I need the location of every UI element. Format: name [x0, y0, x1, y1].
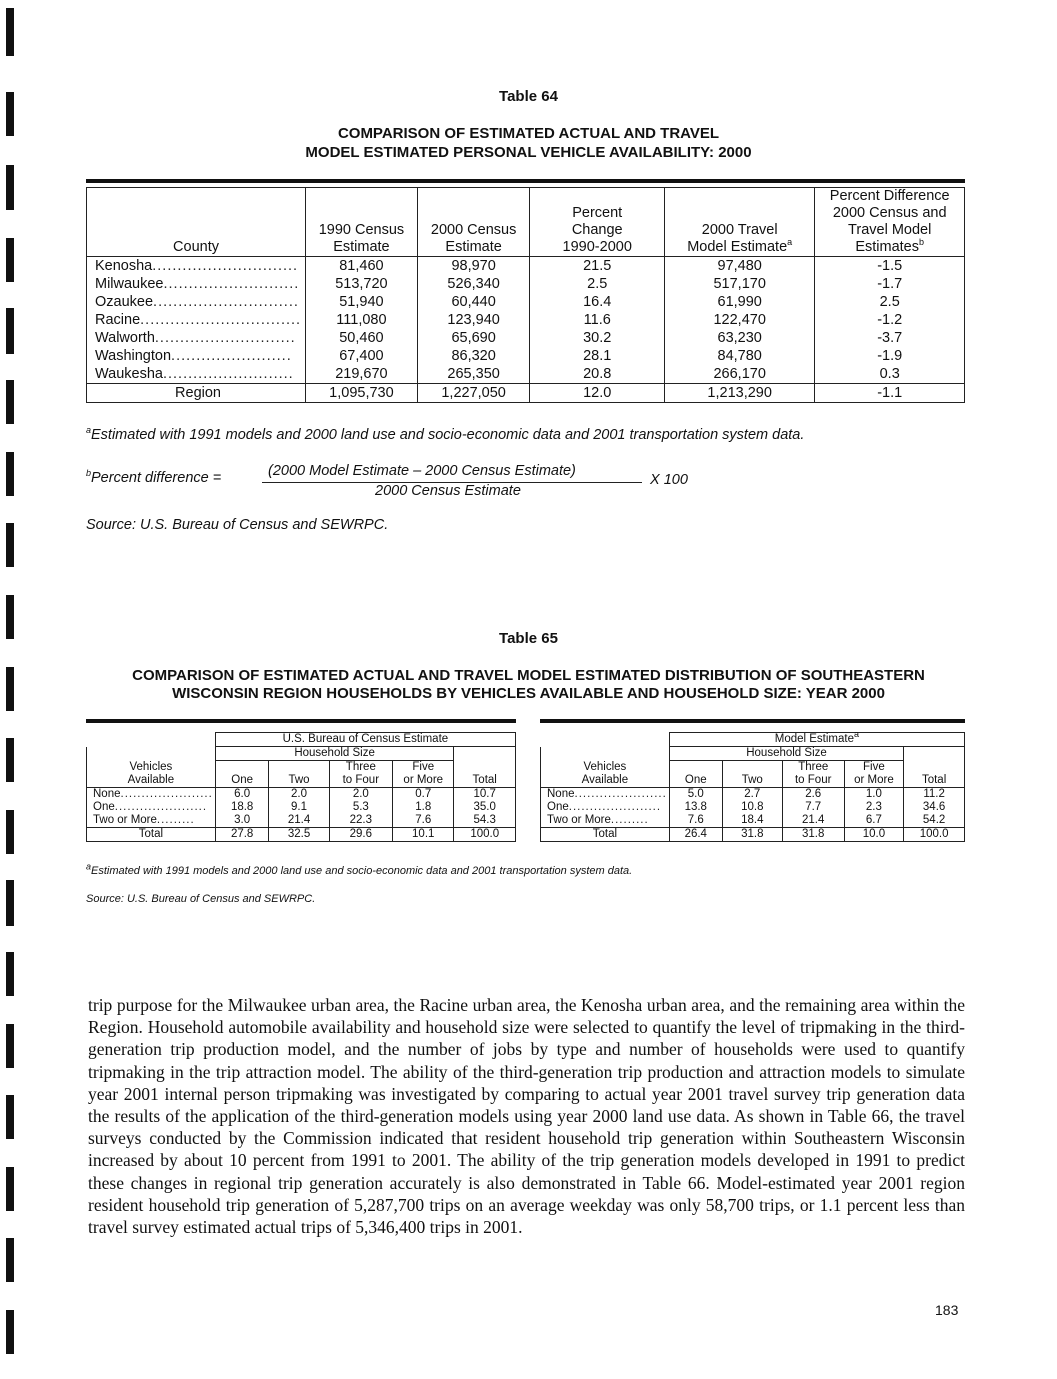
table64-top-rule	[86, 179, 965, 183]
binding-mark	[6, 880, 14, 926]
row-label: One......................	[541, 801, 670, 814]
page-number: 183	[935, 1302, 959, 1318]
cell-diff: -1.9	[815, 347, 965, 365]
cell-2000: 98,970	[417, 257, 530, 276]
table64-footnote-a: $^a$Estimated with 1991 models and 2000 land use and socio-economic data and 2001 transportation system data.	[86, 425, 805, 443]
binding-mark	[6, 1095, 14, 1139]
cell-two: 10.8	[722, 801, 782, 814]
table-row	[87, 365, 965, 384]
table-row	[541, 801, 965, 814]
cell-three: 29.6	[329, 828, 392, 842]
county-cell: Waukesha..........................	[87, 365, 306, 384]
binding-mark	[6, 738, 14, 782]
cell-pct: 20.8	[530, 365, 665, 384]
cell-two: 32.5	[269, 828, 329, 842]
cell-total: 54.2	[904, 814, 965, 828]
blank-cell	[904, 747, 965, 761]
table-row	[87, 293, 965, 311]
header-three: Three to Four	[329, 761, 392, 788]
binding-mark	[6, 238, 14, 282]
cell-pct: 16.4	[530, 293, 665, 311]
column-header-row	[87, 761, 516, 788]
cell-five: 2.3	[844, 801, 904, 814]
table-row	[87, 329, 965, 347]
cell-2000: 526,340	[417, 275, 530, 293]
cell-model: 97,480	[664, 257, 814, 276]
cell-three: 2.0	[329, 788, 392, 802]
header-model-estimate: 2000 Travel Model Estimate$^a$	[664, 188, 814, 257]
cell-pct: 2.5	[530, 275, 665, 293]
row-label: Total	[541, 828, 670, 842]
cell-five: 10.1	[393, 828, 454, 842]
table65-source: Source: U.S. Bureau of Census and SEWRPC.	[86, 893, 316, 905]
table64-title	[0, 124, 1057, 162]
table-row	[87, 801, 516, 814]
formula-denominator: 2000 Census Estimate	[375, 483, 521, 499]
cell-1990: 219,670	[306, 365, 418, 384]
cell-1990: 513,720	[306, 275, 418, 293]
header-percent-difference: Percent Difference 2000 Census and Travel Model Estimates$^b$	[815, 188, 965, 257]
header-three: Three to Four	[782, 761, 844, 788]
household-size-row	[541, 747, 965, 761]
cell-two: 9.1	[269, 801, 329, 814]
cell-one: 6.0	[215, 788, 269, 802]
cell-five: 6.7	[844, 814, 904, 828]
cell-one: 26.4	[669, 828, 722, 842]
cell-1990: 1,095,730	[306, 384, 418, 403]
cell-five: 1.0	[844, 788, 904, 802]
header-two: Two	[269, 761, 329, 788]
blank-cell	[87, 733, 216, 747]
binding-mark	[6, 1238, 14, 1282]
header-two: Two	[722, 761, 782, 788]
county-cell: Milwaukee...........................	[87, 275, 306, 293]
cell-one: 7.6	[669, 814, 722, 828]
cell-pct: 28.1	[530, 347, 665, 365]
cell-pct: 12.0	[530, 384, 665, 403]
county-cell: Washington........................	[87, 347, 306, 365]
table-row	[87, 788, 516, 802]
county-cell: Region	[87, 384, 306, 403]
table64-source: Source: U.S. Bureau of Census and SEWRPC.	[86, 517, 389, 533]
cell-model: 1,213,290	[664, 384, 814, 403]
cell-five: 1.8	[393, 801, 454, 814]
header-percent-change: Percent Change 1990-2000	[530, 188, 665, 257]
header-vehicles: Vehicles Available	[541, 761, 670, 788]
cell-two: 21.4	[269, 814, 329, 828]
table-row	[87, 814, 516, 828]
blank-cell	[541, 747, 670, 761]
cell-diff: -1.1	[815, 384, 965, 403]
binding-mark	[6, 1310, 14, 1354]
cell-1990: 67,400	[306, 347, 418, 365]
table64	[86, 187, 965, 403]
cell-one: 13.8	[669, 801, 722, 814]
cell-three: 7.7	[782, 801, 844, 814]
cell-1990: 81,460	[306, 257, 418, 276]
row-label: Total	[87, 828, 216, 842]
binding-mark	[6, 308, 14, 354]
cell-2000: 265,350	[417, 365, 530, 384]
cell-five: 10.0	[844, 828, 904, 842]
table65-model	[540, 729, 965, 842]
cell-pct: 30.2	[530, 329, 665, 347]
row-label: Two or More.........	[541, 814, 670, 828]
cell-two: 18.4	[722, 814, 782, 828]
formula-numerator: (2000 Model Estimate – 2000 Census Estimate)	[268, 463, 576, 479]
cell-three: 5.3	[329, 801, 392, 814]
cell-two: 2.0	[269, 788, 329, 802]
cell-pct: 11.6	[530, 311, 665, 329]
table64-title-line1: COMPARISON OF ESTIMATED ACTUAL AND TRAVEL	[337, 125, 720, 142]
table65-footnote: $^a$Estimated with 1991 models and 2000 land use and socio-economic data and 2001 transportation system data.	[86, 861, 633, 877]
cell-model: 63,230	[664, 329, 814, 347]
header-one: One	[669, 761, 722, 788]
binding-mark	[6, 1167, 14, 1211]
household-size-header: Household Size	[215, 747, 454, 761]
header-one: One	[215, 761, 269, 788]
header-total: Total	[904, 761, 965, 788]
table-row	[87, 257, 965, 276]
header-1990-census: 1990 Census Estimate	[306, 188, 418, 257]
binding-mark	[6, 165, 14, 210]
cell-one: 5.0	[669, 788, 722, 802]
blank-cell	[454, 747, 516, 761]
table65-census-top-rule	[86, 719, 516, 723]
table64-header-row	[87, 188, 965, 257]
cell-total: 11.2	[904, 788, 965, 802]
cell-model: 517,170	[664, 275, 814, 293]
cell-2000: 65,690	[417, 329, 530, 347]
header-vehicles: Vehicles Available	[87, 761, 216, 788]
row-label: Two or More.........	[87, 814, 216, 828]
cell-three: 31.8	[782, 828, 844, 842]
cell-diff: 0.3	[815, 365, 965, 384]
county-cell: Walworth............................	[87, 329, 306, 347]
table65-census	[86, 732, 516, 842]
cell-diff: -1.5	[815, 257, 965, 276]
cell-total: 34.6	[904, 801, 965, 814]
table-row-total	[541, 828, 965, 842]
table65-title	[0, 667, 1057, 703]
cell-1990: 50,460	[306, 329, 418, 347]
cell-model: 122,470	[664, 311, 814, 329]
county-cell: Racine................................	[87, 311, 306, 329]
cell-diff: 2.5	[815, 293, 965, 311]
cell-2000: 86,320	[417, 347, 530, 365]
row-label: None......................	[541, 788, 670, 802]
cell-model: 84,780	[664, 347, 814, 365]
cell-total: 10.7	[454, 788, 516, 802]
table65-model-top-rule	[540, 719, 965, 723]
cell-model: 61,990	[664, 293, 814, 311]
column-header-row	[541, 761, 965, 788]
cell-two: 31.8	[722, 828, 782, 842]
cell-total: 35.0	[454, 801, 516, 814]
binding-mark	[6, 810, 14, 854]
blank-cell	[541, 733, 670, 747]
table-row-region	[87, 384, 965, 403]
cell-2000: 123,940	[417, 311, 530, 329]
binding-mark	[6, 380, 14, 424]
cell-one: 18.8	[215, 801, 269, 814]
cell-1990: 51,940	[306, 293, 418, 311]
binding-mark	[6, 8, 14, 56]
cell-three: 2.6	[782, 788, 844, 802]
table-row	[541, 814, 965, 828]
cell-diff: -1.2	[815, 311, 965, 329]
formula-multiplier: X 100	[650, 472, 688, 488]
cell-2000: 60,440	[417, 293, 530, 311]
row-label: None......................	[87, 788, 216, 802]
cell-total: 54.3	[454, 814, 516, 828]
cell-diff: -1.7	[815, 275, 965, 293]
table64-label: Table 64	[499, 88, 558, 105]
cell-three: 22.3	[329, 814, 392, 828]
household-size-header: Household Size	[669, 747, 903, 761]
table-row	[541, 788, 965, 802]
census-group-title: U.S. Bureau of Census Estimate	[215, 733, 515, 747]
county-cell: Kenosha.............................	[87, 257, 306, 276]
cell-model: 266,170	[664, 365, 814, 384]
cell-total: 100.0	[454, 828, 516, 842]
table65-title-line1: COMPARISON OF ESTIMATED ACTUAL AND TRAVEL MODEL ESTIMATED DISTRIBUTION OF SOUTHEASTERN	[132, 667, 925, 684]
table-row-total	[87, 828, 516, 842]
cell-one: 27.8	[215, 828, 269, 842]
cell-2000: 1,227,050	[417, 384, 530, 403]
table64-footnote-b: $^b$Percent difference =	[86, 468, 222, 486]
binding-mark	[6, 452, 14, 496]
blank-cell	[87, 747, 216, 761]
header-county: County	[87, 188, 306, 257]
row-label: One......................	[87, 801, 216, 814]
header-total: Total	[454, 761, 516, 788]
model-group-title: Model Estimate$^a$	[669, 733, 964, 747]
table65-label: Table 65	[499, 630, 558, 647]
cell-pct: 21.5	[530, 257, 665, 276]
cell-two: 2.7	[722, 788, 782, 802]
cell-one: 3.0	[215, 814, 269, 828]
cell-five: 0.7	[393, 788, 454, 802]
county-cell: Ozaukee.............................	[87, 293, 306, 311]
table-row	[87, 347, 965, 365]
group-title-row	[87, 733, 516, 747]
header-2000-census: 2000 Census Estimate	[417, 188, 530, 257]
table64-title-line2: MODEL ESTIMATED PERSONAL VEHICLE AVAILABILITY: 2000	[305, 144, 752, 161]
table65-title-line2: WISCONSIN REGION HOUSEHOLDS BY VEHICLES AVAILABLE AND HOUSEHOLD SIZE: YEAR 2000	[172, 685, 885, 702]
group-title-row	[541, 733, 965, 747]
binding-mark	[6, 952, 14, 996]
cell-diff: -3.7	[815, 329, 965, 347]
binding-mark	[6, 1024, 14, 1068]
header-five: Five or More	[393, 761, 454, 788]
binding-mark	[6, 523, 14, 567]
table-row	[87, 311, 965, 329]
cell-three: 21.4	[782, 814, 844, 828]
cell-total: 100.0	[904, 828, 965, 842]
body-paragraph: trip purpose for the Milwaukee urban area, the Racine urban area, the Kenosha urban area, and the remaining area within the Region. Household automobile availability and household size were selected to quantify the level of tripmaking in the third-generation trip production model, and the number of jobs by type and number of households were used to quantify tripmaking in the trip attraction model. The ability of the third-generation trip production and attraction models to simulate year 2001 internal person tripmaking was investigated by comparing to actual year 2001 travel survey trip generation data the results of the application of the third-generation models using year 2000 land use data. As shown in Table 66, the travel surveys conducted by the Commission indicated that resident household trip generation within Southeastern Wisconsin increased by about 10 percent from 1991 to 2001. The ability of the trip generation models developed in 1991 to predict these changes in regional trip generation accurately is also demonstrated in Table 66. Model-estimated year 2001 region resident household trip generation of 5,287,700 trips on an average weekday was only 58,700 trips, or 1.1 percent less than travel survey estimated actual trips of 5,346,400 trips in 2001.	[88, 995, 965, 1238]
cell-five: 7.6	[393, 814, 454, 828]
table-row	[87, 275, 965, 293]
cell-1990: 111,080	[306, 311, 418, 329]
household-size-row	[87, 747, 516, 761]
header-five: Five or More	[844, 761, 904, 788]
